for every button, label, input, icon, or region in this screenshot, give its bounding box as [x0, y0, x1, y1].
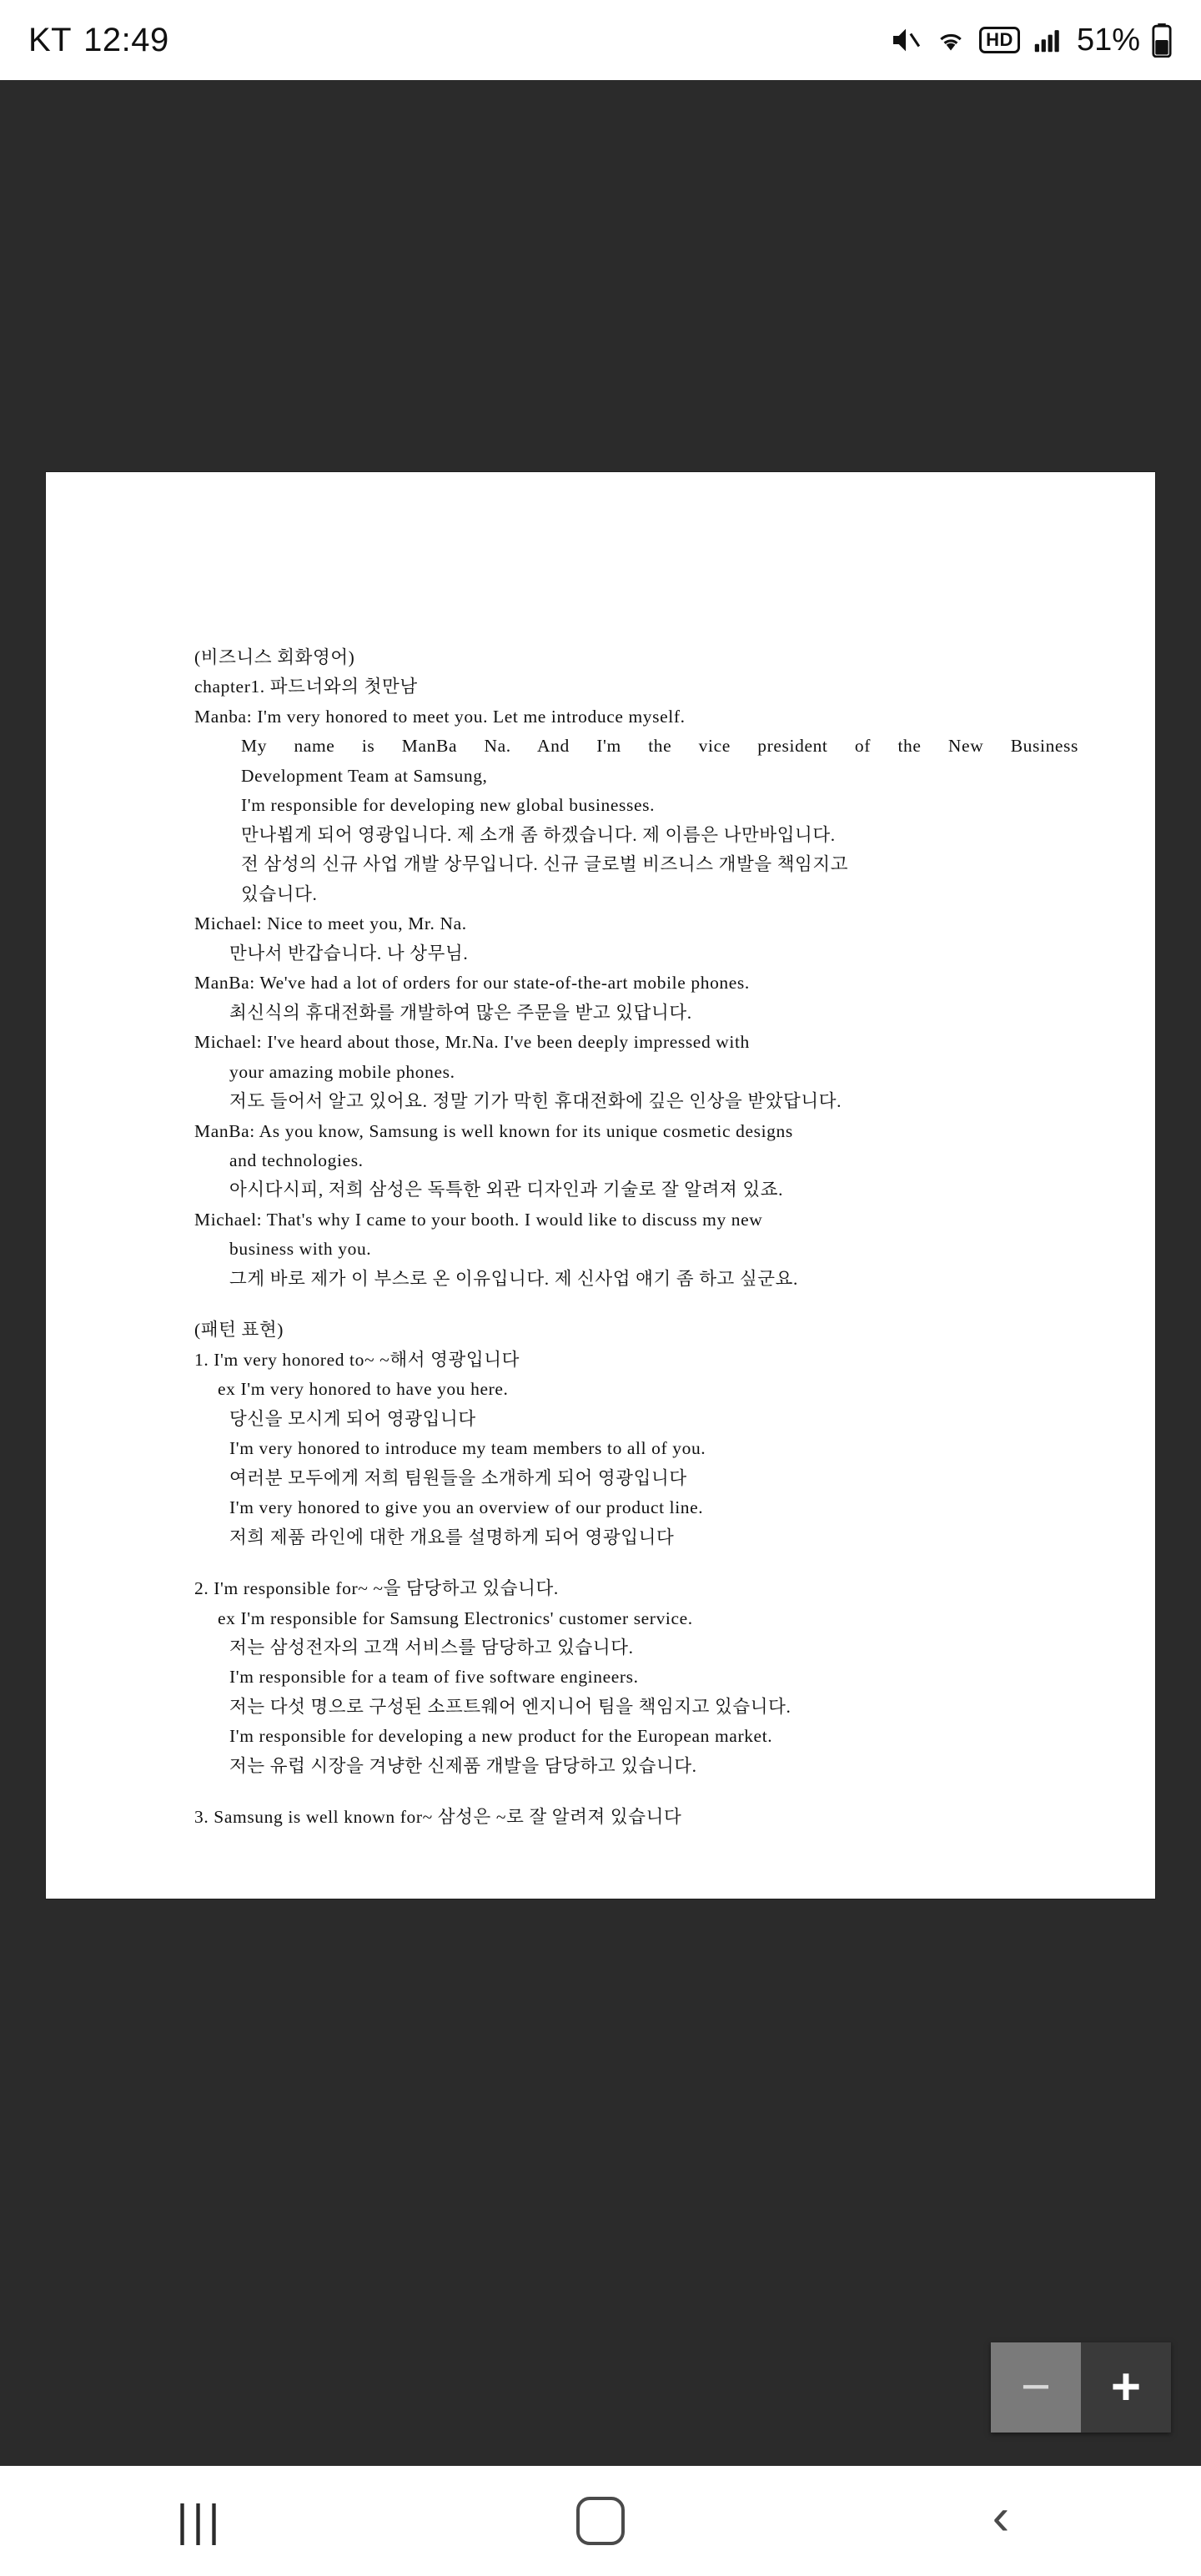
navigation-bar — [0, 2466, 1201, 2576]
document-text-body — [194, 643, 1078, 1833]
status-bar-left — [28, 22, 169, 59]
document-line: Michael: Nice to meet you, Mr. Na. — [194, 913, 467, 934]
document-line: 그게 바로 제가 이 부스로 온 이유입니다. 제 신사업 얘기 좀 하고 싶군요. — [229, 1268, 798, 1289]
zoom-out-button[interactable]: − — [991, 2342, 1081, 2433]
document-viewer[interactable] — [0, 80, 1201, 2466]
carrier-label: KT — [28, 21, 73, 58]
document-line: 2. I'm responsible for~ ~을 담당하고 있습니다. — [194, 1578, 559, 1599]
battery-percent-label: 51% — [1076, 22, 1140, 58]
status-bar — [0, 0, 1201, 80]
home-button[interactable] — [517, 2466, 684, 2576]
document-line: I'm very honored to introduce my team members to all of you. — [229, 1438, 706, 1459]
document-blank-line — [194, 1781, 1078, 1803]
document-page[interactable] — [46, 472, 1155, 1899]
document-line: 전 삼성의 신규 사업 개발 상무입니다. 신규 글로벌 비즈니스 개발을 책임지고 — [241, 854, 849, 875]
document-line: (패턴 표현) — [194, 1320, 284, 1341]
document-line: Michael: I've heard about those, Mr.Na. I've been deeply impressed with — [194, 1032, 750, 1053]
document-line: Manba: I'm very honored to meet you. Let me introduce myself. — [194, 706, 686, 727]
document-line: 당신을 모시게 되어 영광입니다 — [229, 1408, 476, 1429]
document-line: 저도 들어서 알고 있어요. 정말 기가 막힌 휴대전화에 깊은 인상을 받았답니다. — [229, 1091, 842, 1112]
back-button[interactable] — [917, 2466, 1084, 2576]
document-line: 여러분 모두에게 저희 팀원들을 소개하게 되어 영광입니다 — [229, 1467, 687, 1488]
document-line: 저희 제품 라인에 대한 개요를 설명하게 되어 영광입니다 — [229, 1527, 675, 1547]
mute-icon — [889, 23, 922, 57]
signal-icon — [1031, 24, 1063, 56]
document-line: chapter1. 파드너와의 첫만남 — [194, 677, 418, 697]
document-line: 저는 삼성전자의 고객 서비스를 담당하고 있습니다. — [229, 1638, 634, 1658]
document-line: I'm responsible for a team of five software engineers. — [229, 1667, 639, 1688]
document-line: 저는 다섯 명으로 구성된 소프트웨어 엔지니어 팀을 책임지고 있습니다. — [229, 1696, 791, 1717]
document-line: business with you. — [229, 1239, 372, 1260]
zoom-in-button[interactable]: + — [1081, 2342, 1171, 2433]
status-bar-right — [889, 23, 1173, 58]
document-line: 아시다시피, 저희 삼성은 독특한 외관 디자인과 기술로 잘 알려져 있죠. — [229, 1180, 784, 1200]
document-line: I'm responsible for developing new global businesses. — [241, 795, 656, 816]
home-icon — [576, 2497, 625, 2545]
document-line: and technologies. — [229, 1150, 364, 1170]
document-line: Michael: That's why I came to your booth. I would like to discuss my new — [194, 1209, 763, 1230]
document-blank-line — [194, 1552, 1078, 1574]
document-line: Development Team at Samsung, — [241, 765, 488, 786]
document-line: ex I'm very honored to have you here. — [218, 1379, 509, 1400]
document-line: I'm very honored to give you an overview of our product line. — [229, 1497, 704, 1518]
document-line: My name is ManBa Na. And I'm the vice president of the New Business — [241, 736, 1078, 757]
document-line: 만나서 반갑습니다. 나 상무님. — [229, 943, 469, 963]
wifi-icon — [933, 23, 968, 57]
document-line: 최신식의 휴대전화를 개발하여 많은 주문을 받고 있답니다. — [229, 1002, 692, 1023]
document-line: 저는 유럽 시장을 겨냥한 신제품 개발을 담당하고 있습니다. — [229, 1755, 697, 1776]
document-line: ex I'm responsible for Samsung Electronics' customer service. — [218, 1607, 693, 1628]
document-line: 만나뵙게 되어 영광입니다. 제 소개 좀 하겠습니다. 제 이름은 나만바입니다. — [241, 824, 836, 845]
zoom-controls — [991, 2342, 1171, 2433]
document-blank-line — [194, 1294, 1078, 1316]
document-line: 3. Samsung is well known for~ 삼성은 ~로 잘 알려져 있습니다 — [194, 1807, 682, 1828]
document-line: I'm responsible for developing a new product for the European market. — [229, 1726, 773, 1747]
back-icon: ‹ — [992, 2488, 1010, 2546]
document-line: your amazing mobile phones. — [229, 1061, 455, 1082]
document-line: ManBa: We've had a lot of orders for our state-of-the-art mobile phones. — [194, 973, 750, 994]
recents-icon: ||| — [176, 2496, 224, 2546]
clock-label: 12:49 — [83, 21, 169, 58]
document-line: 1. I'm very honored to~ ~해서 영광입니다 — [194, 1349, 520, 1370]
document-line: ManBa: As you know, Samsung is well known for its unique cosmetic designs — [194, 1120, 793, 1141]
battery-icon — [1151, 23, 1173, 58]
document-line: (비즈니스 회화영어) — [194, 647, 355, 667]
hd-icon: HD — [979, 27, 1020, 53]
document-line: 있습니다. — [241, 883, 318, 904]
recents-button[interactable] — [117, 2466, 284, 2576]
